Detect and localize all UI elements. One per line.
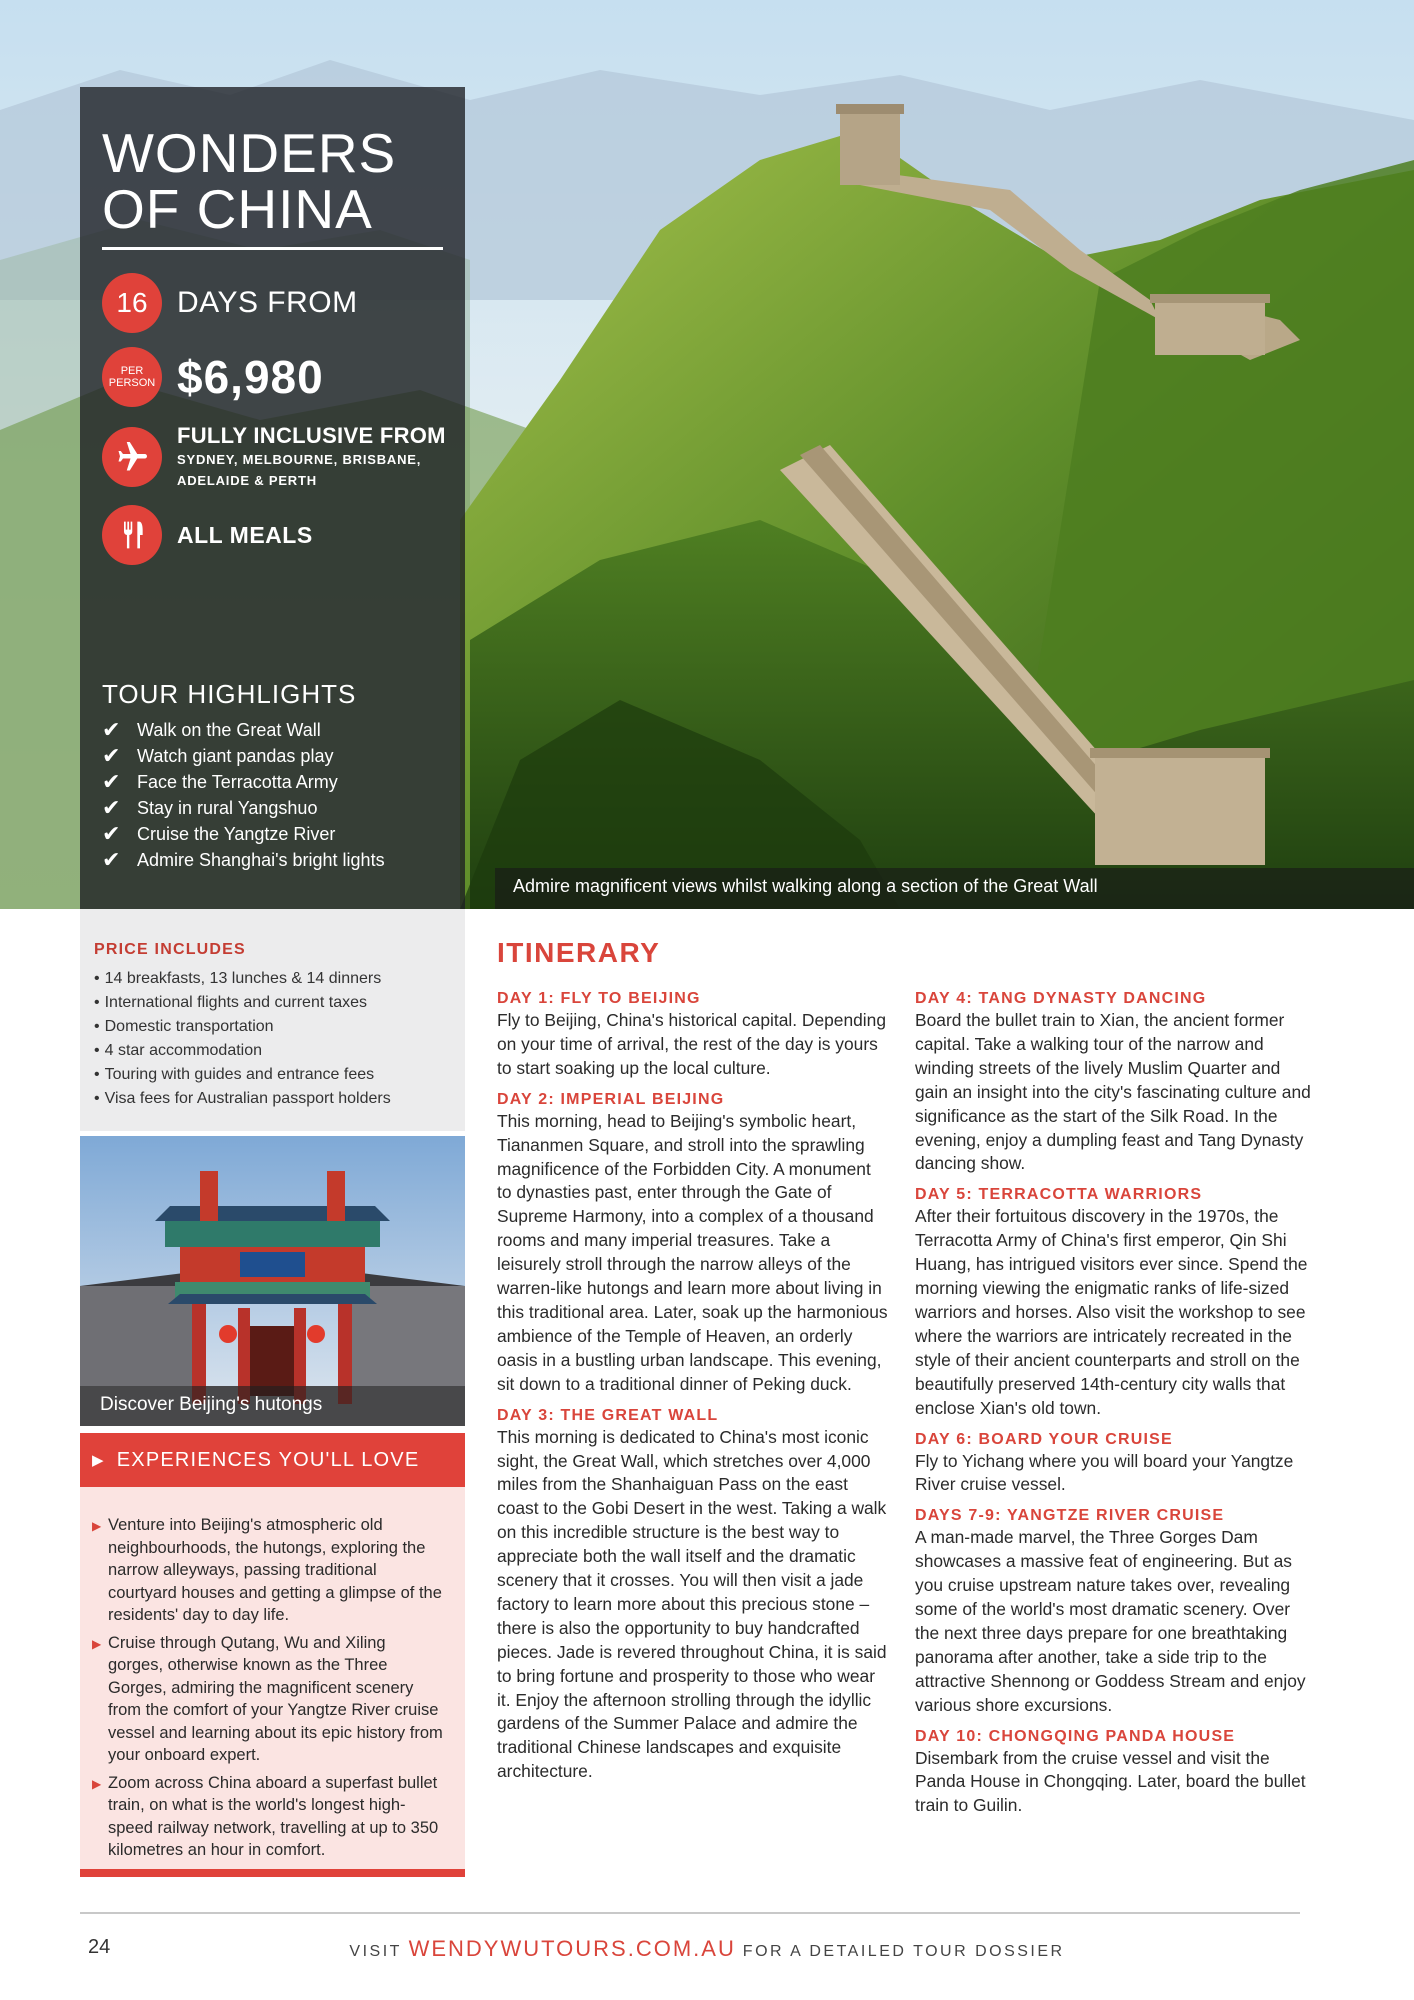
footer-divider bbox=[80, 1912, 1300, 1914]
per-person-badge bbox=[102, 347, 162, 407]
footer-cta bbox=[0, 1936, 1414, 1962]
day-description: Disembark from the cruise vessel and visit the Panda House in Chongqing. Later, board the bullet train to Guilin. bbox=[915, 1747, 1306, 1816]
plane-icon bbox=[102, 427, 162, 487]
list-item bbox=[102, 743, 385, 769]
title-line-1: WONDERS bbox=[102, 122, 397, 184]
footer-suffix: FOR A DETAILED TOUR DOSSIER bbox=[742, 1943, 1065, 1960]
day-title: DAY 5: TERRACOTTA WARRIORS bbox=[915, 1186, 1203, 1204]
day-title: DAY 4: TANG DYNASTY DANCING bbox=[915, 990, 1207, 1007]
itinerary-day bbox=[915, 1726, 1315, 1819]
list-item bbox=[92, 1514, 443, 1627]
itinerary-day bbox=[915, 1184, 1315, 1420]
per-person-label: PER PERSON bbox=[108, 365, 156, 389]
itinerary-day bbox=[915, 1429, 1315, 1498]
highlight-text: Walk on the Great Wall bbox=[137, 719, 321, 740]
check-icon: ✔ bbox=[102, 795, 121, 820]
day-description: A man-made marvel, the Three Gorges Dam showcases a massive feat of engineering. But as you cruise upstream nature takes over, revealing some of the world's most dramatic scenery. Over the next three days prepare for one breathtaking panorama after another, take a side trip to the attractive Shennong or Goddess Stream and enjoy various shore excursions. bbox=[915, 1527, 1306, 1715]
list-item bbox=[102, 821, 385, 847]
itinerary-column-1 bbox=[497, 988, 889, 1792]
highlight-text: Watch giant pandas play bbox=[137, 745, 334, 766]
price-includes-box bbox=[80, 909, 465, 1131]
days-number: 16 bbox=[116, 287, 148, 318]
highlight-text: Stay in rural Yangshuo bbox=[137, 797, 318, 818]
tour-title bbox=[102, 122, 397, 240]
days-label: DAYS FROM bbox=[177, 286, 358, 319]
hero-section bbox=[0, 0, 1414, 909]
triangle-bullet-icon: ▶ bbox=[92, 1636, 102, 1651]
inclusive-label: FULLY INCLUSIVE FROM bbox=[177, 423, 446, 448]
check-icon: ✔ bbox=[102, 821, 121, 846]
title-divider bbox=[102, 247, 443, 250]
highlights-list bbox=[102, 717, 385, 873]
page-number: 24 bbox=[88, 1936, 111, 1958]
day-description: Fly to Yichang where you will board your Yangtze River cruise vessel. bbox=[915, 1450, 1294, 1495]
list-item bbox=[102, 847, 385, 873]
experiences-box bbox=[80, 1433, 465, 1877]
experiences-list bbox=[80, 1487, 465, 1862]
departure-cities-line-1: SYDNEY, MELBOURNE, BRISBANE, bbox=[177, 452, 422, 467]
list-item: • International flights and current taxes bbox=[94, 991, 451, 1015]
experiences-bottom-bar bbox=[80, 1869, 465, 1877]
day-title: DAY 2: IMPERIAL BEIJING bbox=[497, 1090, 725, 1108]
tour-price: $6,980 bbox=[177, 351, 324, 403]
days-badge bbox=[102, 273, 162, 333]
hutong-gate-photo bbox=[80, 1136, 465, 1426]
experiences-title: EXPERIENCES YOU'LL LOVE bbox=[116, 1448, 420, 1471]
list-item bbox=[102, 717, 385, 743]
fork-knife-icon bbox=[102, 505, 162, 565]
hero-photo-caption: Admire magnificent views whilst walking along a section of the Great Wall bbox=[495, 868, 1414, 909]
highlights-title: TOUR HIGHLIGHTS bbox=[102, 679, 357, 709]
paifang-gate-illustration bbox=[80, 1136, 465, 1426]
day-description: Board the bullet train to Xian, the ancient former capital. Take a walking tour of the narrow and winding streets of the lively Muslim Quarter and gain an insight into the city's fascinating culture and significance as the start of the Silk Road. In the evening, enjoy a dumpling feast and Tang Dynasty dancing show. bbox=[915, 1010, 1311, 1174]
hutong-photo-caption: Discover Beijing's hutongs bbox=[80, 1386, 465, 1426]
title-line-2: OF CHINA bbox=[102, 178, 373, 240]
play-triangle-icon: ▶ bbox=[92, 1452, 105, 1469]
price-includes-title: PRICE INCLUDES bbox=[94, 941, 246, 958]
triangle-bullet-icon: ▶ bbox=[92, 1776, 102, 1791]
list-item bbox=[102, 769, 385, 795]
itinerary-day bbox=[915, 1505, 1315, 1717]
itinerary-day bbox=[497, 1405, 889, 1785]
list-item bbox=[92, 1632, 443, 1767]
check-icon: ✔ bbox=[102, 717, 121, 742]
check-icon: ✔ bbox=[102, 743, 121, 768]
meals-row bbox=[102, 505, 313, 565]
list-item: • 4 star accommodation bbox=[94, 1039, 451, 1063]
itinerary-day bbox=[497, 1089, 889, 1397]
itinerary-title: ITINERARY bbox=[497, 937, 661, 968]
meals-label: ALL MEALS bbox=[177, 521, 313, 548]
experiences-header bbox=[80, 1433, 465, 1487]
list-item bbox=[102, 795, 385, 821]
day-title: DAY 1: FLY TO BEIJING bbox=[497, 990, 701, 1007]
day-title: DAY 3: THE GREAT WALL bbox=[497, 1406, 719, 1424]
highlight-text: Face the Terracotta Army bbox=[137, 771, 338, 792]
itinerary-day bbox=[915, 988, 1315, 1176]
website-link[interactable]: WENDYWUTOURS.COM.AU bbox=[408, 1936, 736, 1961]
experience-text: Cruise through Qutang, Wu and Xiling gorges, otherwise known as the Three Gorges, admiring the magnificent scenery from the comfort of your Yangtze River cruise vessel and learning about its epic history from your onboard expert. bbox=[108, 1633, 443, 1764]
day-description: This morning, head to Beijing's symbolic heart, Tiananmen Square, and stroll into the sprawling magnificence of the Forbidden City. A monument to dynasties past, enter through the Gate of Supreme Harmony, into a complex of a thousand rooms and many imperial treasures. Take a leisurely stroll through the narrow alleys of the warren-like hutongs and learn more about living in this traditional area. Later, soak up the harmonious ambience of the Temple of Heaven, an orderly oasis in a bustling urban landscape. This evening, sit down to a traditional dinner of Peking duck. bbox=[497, 1110, 888, 1394]
tour-summary-panel bbox=[80, 87, 465, 909]
day-description: This morning is dedicated to China's most iconic sight, the Great Wall, which stretches over 4,000 miles from the Shanhaiguan Pass on the east coast to the Gobi Desert in the west. Taking a walk on this incredible structure is the best way to appreciate both the wall itself and the dramatic scenery that it crosses. You will then visit a jade factory to learn more about this precious stone – there is also the opportunity to buy handcrafted pieces. Jade is revered throughout China, it is said to bring fortune and prosperity to those who wear it. Enjoy the afternoon strolling through the idyllic gardens of the Summer Palace and admire the traditional Chinese landscapes and exquisite architecture. bbox=[497, 1426, 887, 1782]
inclusive-row bbox=[102, 423, 446, 491]
day-title: DAYS 7-9: YANGTZE RIVER CRUISE bbox=[915, 1507, 1225, 1525]
highlight-text: Cruise the Yangtze River bbox=[137, 823, 336, 844]
price-includes-list bbox=[94, 967, 451, 1111]
day-description: After their fortuitous discovery in the 1970s, the Terracotta Army of China's first emperor, Qin Shi Huang, has intrigued visitors ever since. Spend the morning viewing the enigmatic ranks of life-sized warriors and horses. Also visit the workshop to see where the warriors are intricately recreated in the style of their ancient counterparts and stroll on the beautifully preserved 14th-century city walls that enclose Xian's old town. bbox=[915, 1206, 1308, 1418]
list-item: • Domestic transportation bbox=[94, 1015, 451, 1039]
day-title: DAY 10: CHONGQING PANDA HOUSE bbox=[915, 1727, 1236, 1745]
departure-cities-line-2: ADELAIDE & PERTH bbox=[177, 473, 317, 488]
itinerary-day bbox=[497, 988, 889, 1081]
experience-text: Venture into Beijing's atmospheric old neighbourhoods, the hutongs, exploring the narrow alleyways, passing traditional courtyard houses and getting a glimpse of the residents' day to day life. bbox=[108, 1516, 442, 1624]
highlight-text: Admire Shanghai's bright lights bbox=[137, 849, 385, 870]
list-item: • Visa fees for Australian passport holders bbox=[94, 1087, 451, 1111]
day-title: DAY 6: BOARD YOUR CRUISE bbox=[915, 1430, 1173, 1448]
list-item bbox=[92, 1772, 443, 1862]
triangle-bullet-icon: ▶ bbox=[92, 1519, 102, 1533]
itinerary-column-2 bbox=[915, 988, 1315, 1826]
footer-visit: VISIT bbox=[349, 1943, 402, 1960]
check-icon: ✔ bbox=[102, 769, 121, 794]
check-icon: ✔ bbox=[102, 847, 121, 872]
list-item: • Touring with guides and entrance fees bbox=[94, 1063, 451, 1087]
price-row bbox=[102, 347, 324, 407]
day-description: Fly to Beijing, China's historical capital. Depending on your time of arrival, the rest of the day is yours to start soaking up the local culture. bbox=[497, 1010, 887, 1078]
list-item: • 14 breakfasts, 13 lunches & 14 dinners bbox=[94, 967, 451, 991]
duration-row bbox=[102, 273, 358, 333]
experience-text: Zoom across China aboard a superfast bullet train, on what is the world's longest high-speed railway network, travelling at up to 350 kilometres an hour in comfort. bbox=[108, 1773, 439, 1859]
